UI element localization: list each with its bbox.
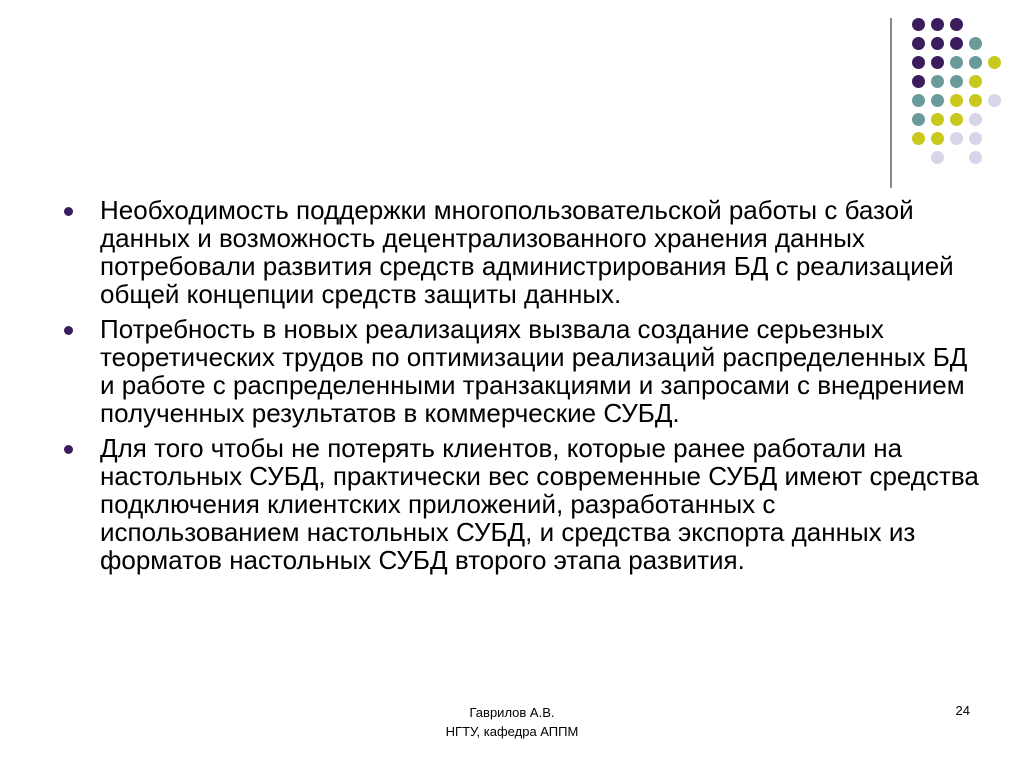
slide-footer	[412, 703, 612, 741]
decor-dot	[912, 75, 925, 88]
bullet-text: Для того чтобы не потерять клиентов, которые ранее работали на настольных СУБД, практически вес современные СУБД имеют средства подключения клиентских приложений, разработанных с использованием настольных СУБД, и средства экспорта данных из форматов настольных СУБД второго этапа развития.	[100, 433, 979, 575]
decor-dot	[912, 56, 925, 69]
decor-dot	[931, 151, 944, 164]
decor-dot	[950, 56, 963, 69]
decor-dot	[931, 37, 944, 50]
decor-dot	[912, 37, 925, 50]
bullet-list	[62, 196, 982, 574]
decor-dot	[969, 37, 982, 50]
footer-author: Гаврилов А.В.	[469, 705, 555, 720]
decor-dot	[950, 18, 963, 31]
decor-dot	[931, 132, 944, 145]
decor-dot	[969, 113, 982, 126]
decor-dot	[969, 56, 982, 69]
decor-dot	[969, 151, 982, 164]
decor-dot	[912, 18, 925, 31]
page-number: 24	[955, 703, 970, 718]
decor-dot	[931, 56, 944, 69]
decor-dot-grid	[0, 0, 1024, 200]
decor-dot	[931, 75, 944, 88]
bullet-text: Потребность в новых реализациях вызвала создание серьезных теоретических трудов по оптимизации реализаций распределенных БД и работе с распределенными транзакциями и запросами с внедрением полученных результатов в коммерческие СУБД.	[100, 314, 968, 428]
bullet-item	[62, 315, 982, 427]
decor-dot	[950, 94, 963, 107]
decor-dot	[969, 132, 982, 145]
bullet-text: Необходимость поддержки многопользовательской работы с базой данных и возможность децентрализованного хранения данных потребовали развития средств администрирования БД с реализацией общей концепции средств защиты данных.	[100, 195, 954, 309]
decor-dot	[988, 56, 1001, 69]
bullet-marker-icon	[64, 445, 73, 454]
decor-dot	[950, 37, 963, 50]
bullet-item	[62, 196, 982, 308]
bullet-marker-icon	[64, 207, 73, 216]
decor-dot	[931, 18, 944, 31]
decor-dot	[912, 113, 925, 126]
decor-dot	[969, 75, 982, 88]
bullet-item	[62, 434, 982, 574]
decor-dot	[912, 94, 925, 107]
slide-content	[62, 196, 982, 581]
decor-dot	[950, 75, 963, 88]
footer-department: НГТУ, кафедра АППМ	[445, 724, 579, 739]
decor-dot	[912, 132, 925, 145]
decor-dot	[950, 132, 963, 145]
decor-dot	[969, 94, 982, 107]
bullet-marker-icon	[64, 326, 73, 335]
decor-dot	[931, 113, 944, 126]
decor-dot	[931, 94, 944, 107]
decor-dot	[988, 94, 1001, 107]
decor-dot	[950, 113, 963, 126]
